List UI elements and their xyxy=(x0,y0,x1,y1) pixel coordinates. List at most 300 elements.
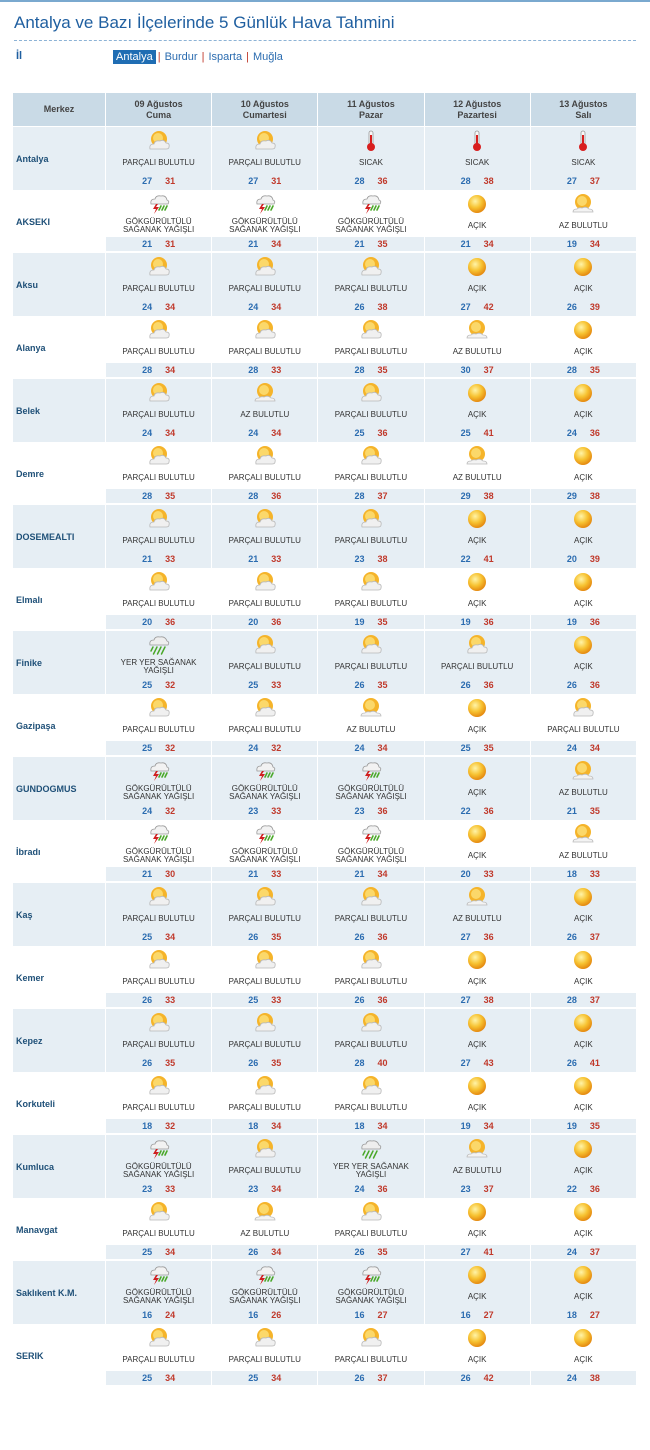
weather-description: PARÇALI BULUTLU xyxy=(334,536,408,545)
max-temperature: 35 xyxy=(377,239,388,249)
forecast-cell xyxy=(212,1135,318,1198)
max-temperature: 41 xyxy=(483,428,494,438)
temperature-range xyxy=(531,993,636,1007)
temperature-range xyxy=(531,489,636,503)
sun-icon xyxy=(465,1012,489,1034)
weather-description: AÇIK xyxy=(467,599,487,608)
temperature-range xyxy=(531,300,636,314)
weather-description: AÇIK xyxy=(574,1292,593,1301)
district-row xyxy=(13,757,637,820)
district-row xyxy=(13,1009,637,1072)
forecast-cell xyxy=(106,1198,212,1261)
district-name: DOSEMEALTI xyxy=(13,505,106,568)
forecast-cell xyxy=(530,1009,636,1072)
day-header-weekday: Pazar xyxy=(358,109,383,120)
min-temperature: 21 xyxy=(460,239,471,249)
min-temperature: 26 xyxy=(566,302,577,312)
weather-description: AÇIK xyxy=(574,473,593,482)
min-temperature: 20 xyxy=(566,554,577,564)
min-temperature: 25 xyxy=(142,743,153,753)
forecast-cell xyxy=(318,127,424,191)
weather-description: AÇIK xyxy=(574,914,593,923)
district-row xyxy=(13,505,637,568)
forecast-cell xyxy=(424,442,530,505)
max-temperature: 32 xyxy=(271,743,282,753)
weather-description: AÇIK xyxy=(574,1229,593,1238)
mostly-sunny-icon xyxy=(465,1138,489,1160)
weather-description: PARÇALI BULUTLU xyxy=(334,914,408,923)
partly-cloudy-icon xyxy=(359,1327,383,1349)
forecast-cell xyxy=(212,1072,318,1135)
weather-description: AZ BULUTLU xyxy=(346,725,396,734)
hot-thermometer-icon xyxy=(359,130,383,152)
weather-description: PARÇALI BULUTLU xyxy=(122,914,195,923)
max-temperature: 34 xyxy=(271,1121,282,1131)
weather-description: AZ BULUTLU xyxy=(558,851,608,860)
temperature-range xyxy=(318,237,423,251)
weather-description: YER YER SAĞANAK YAĞIŞLI xyxy=(333,1162,409,1179)
partly-cloudy-icon xyxy=(253,886,277,908)
weather-description: AÇIK xyxy=(574,599,593,608)
min-temperature: 26 xyxy=(248,932,259,942)
max-temperature: 35 xyxy=(165,491,176,501)
forecast-cell xyxy=(318,946,424,1009)
weather-description: GÖKGÜRÜLTÜLÜ SAĞANAK YAĞIŞLI xyxy=(122,217,195,234)
max-temperature: 33 xyxy=(271,680,282,690)
max-temperature: 34 xyxy=(377,1121,388,1131)
forecast-cell xyxy=(212,820,318,883)
temperature-range xyxy=(212,300,317,314)
partly-cloudy-icon xyxy=(147,1201,171,1223)
weather-description: PARÇALI BULUTLU xyxy=(228,914,301,923)
temperature-range xyxy=(425,741,530,755)
forecast-cell xyxy=(106,820,212,883)
temperature-range xyxy=(106,174,211,188)
forecast-cell xyxy=(530,1261,636,1324)
weather-description: PARÇALI BULUTLU xyxy=(228,725,301,734)
sun-icon xyxy=(465,256,489,278)
partly-cloudy-icon xyxy=(359,571,383,593)
forecast-cell xyxy=(318,505,424,568)
min-temperature: 24 xyxy=(142,806,153,816)
weather-description: AZ BULUTLU xyxy=(452,347,502,356)
weather-description: PARÇALI BULUTLU xyxy=(334,599,408,608)
forecast-cell xyxy=(424,946,530,1009)
min-temperature: 24 xyxy=(566,428,577,438)
sun-icon xyxy=(571,1075,595,1097)
partly-cloudy-icon xyxy=(147,382,171,404)
day-header-date: 10 Ağustos xyxy=(240,98,289,109)
temperature-range xyxy=(212,1245,317,1259)
city-link-isparta[interactable]: Isparta xyxy=(208,51,243,63)
forecast-cell xyxy=(424,568,530,631)
min-temperature: 24 xyxy=(566,743,577,753)
temperature-range xyxy=(425,867,530,881)
min-temperature: 28 xyxy=(354,1058,365,1068)
district-name: Saklıkent K.M. xyxy=(13,1261,106,1324)
max-temperature: 36 xyxy=(165,617,176,627)
temperature-range xyxy=(531,363,636,377)
city-separator: | xyxy=(201,51,205,63)
max-temperature: 36 xyxy=(377,806,388,816)
min-temperature: 24 xyxy=(248,743,259,753)
weather-description: AÇIK xyxy=(467,1040,487,1049)
sun-icon xyxy=(465,823,489,845)
weather-description: AÇIK xyxy=(574,1166,593,1175)
temperature-range xyxy=(106,237,211,251)
temperature-range xyxy=(318,489,423,503)
max-temperature: 37 xyxy=(483,365,494,375)
thunderstorm-icon xyxy=(253,823,277,845)
forecast-cell xyxy=(318,631,424,694)
temperature-range xyxy=(318,930,423,944)
forecast-cell xyxy=(530,568,636,631)
city-selector xyxy=(113,49,285,65)
min-temperature: 25 xyxy=(142,680,153,690)
forecast-body xyxy=(13,127,637,1388)
min-temperature: 22 xyxy=(566,1184,577,1194)
temperature-range xyxy=(425,993,530,1007)
sun-icon xyxy=(465,1264,489,1286)
day-header-weekday: Pazartesi xyxy=(457,109,497,120)
day-header-date: 09 Ağustos xyxy=(134,98,183,109)
weather-description: AÇIK xyxy=(467,725,487,734)
max-temperature: 42 xyxy=(483,1373,494,1383)
sun-icon xyxy=(465,1075,489,1097)
forecast-cell xyxy=(212,1198,318,1261)
max-temperature: 36 xyxy=(377,995,388,1005)
temperature-range xyxy=(212,1308,317,1322)
max-temperature: 41 xyxy=(589,1058,600,1068)
weather-description: PARÇALI BULUTLU xyxy=(334,1229,408,1238)
weather-description: PARÇALI BULUTLU xyxy=(334,410,408,419)
sun-icon xyxy=(465,571,489,593)
forecast-cell xyxy=(424,127,530,191)
district-name: Kepez xyxy=(13,1009,106,1072)
forecast-cell xyxy=(318,694,424,757)
min-temperature: 16 xyxy=(142,1310,153,1320)
partly-cloudy-icon xyxy=(147,949,171,971)
forecast-cell xyxy=(530,1072,636,1135)
min-temperature: 18 xyxy=(566,1310,577,1320)
partly-cloudy-icon xyxy=(359,508,383,530)
max-temperature: 38 xyxy=(483,995,494,1005)
district-name: Kumluca xyxy=(13,1135,106,1198)
max-temperature: 35 xyxy=(271,932,282,942)
max-temperature: 37 xyxy=(589,995,600,1005)
sun-icon xyxy=(571,634,595,656)
partly-cloudy-icon xyxy=(465,634,489,656)
weather-description: AZ BULUTLU xyxy=(452,1166,502,1175)
city-link-burdur[interactable]: Burdur xyxy=(164,51,198,63)
weather-description: AZ BULUTLU xyxy=(240,1229,290,1238)
temperature-range xyxy=(212,1119,317,1133)
district-row xyxy=(13,1072,637,1135)
min-temperature: 26 xyxy=(248,1058,259,1068)
max-temperature: 35 xyxy=(589,365,600,375)
min-temperature: 19 xyxy=(460,617,471,627)
temperature-range xyxy=(318,804,423,818)
temperature-range xyxy=(531,1371,636,1385)
temperature-range xyxy=(318,1371,423,1385)
forecast-cell xyxy=(106,379,212,442)
min-temperature: 19 xyxy=(566,239,577,249)
weather-description: AZ BULUTLU xyxy=(452,914,502,923)
min-temperature: 26 xyxy=(142,1058,153,1068)
max-temperature: 34 xyxy=(165,365,176,375)
weather-description: SICAK xyxy=(465,158,490,167)
partly-cloudy-icon xyxy=(253,130,277,152)
max-temperature: 39 xyxy=(589,554,600,564)
weather-description: AÇIK xyxy=(467,977,487,986)
max-temperature: 36 xyxy=(589,428,600,438)
max-temperature: 33 xyxy=(589,869,600,879)
weather-description: PARÇALI BULUTLU xyxy=(122,1040,195,1049)
partly-cloudy-icon xyxy=(253,319,277,341)
min-temperature: 28 xyxy=(354,176,365,186)
temperature-range xyxy=(106,1371,211,1385)
temperature-range xyxy=(531,1245,636,1259)
min-temperature: 21 xyxy=(248,869,259,879)
partly-cloudy-icon xyxy=(147,256,171,278)
forecast-cell xyxy=(424,1261,530,1324)
forecast-cell xyxy=(530,442,636,505)
temperature-range xyxy=(318,174,423,188)
day-header-weekday: Cuma xyxy=(146,109,172,120)
max-temperature: 33 xyxy=(165,554,176,564)
max-temperature: 34 xyxy=(165,428,176,438)
min-temperature: 23 xyxy=(354,806,365,816)
district-name: Gazipaşa xyxy=(13,694,106,757)
forecast-cell xyxy=(106,1072,212,1135)
max-temperature: 34 xyxy=(165,1373,176,1383)
weather-description: PARÇALI BULUTLU xyxy=(122,977,195,986)
weather-description: PARÇALI BULUTLU xyxy=(122,158,195,167)
min-temperature: 26 xyxy=(354,932,365,942)
temperature-range xyxy=(425,1371,530,1385)
weather-description: AZ BULUTLU xyxy=(558,221,608,230)
sun-icon xyxy=(571,382,595,404)
max-temperature: 36 xyxy=(377,1184,388,1194)
min-temperature: 22 xyxy=(460,806,471,816)
temperature-range xyxy=(425,426,530,440)
temperature-range xyxy=(318,363,423,377)
forecast-cell xyxy=(424,1009,530,1072)
max-temperature: 38 xyxy=(589,491,600,501)
temperature-range xyxy=(106,552,211,566)
temperature-range xyxy=(531,615,636,629)
district-name: Kemer xyxy=(13,946,106,1009)
forecast-cell xyxy=(106,190,212,253)
max-temperature: 35 xyxy=(589,806,600,816)
temperature-range xyxy=(425,804,530,818)
min-temperature: 21 xyxy=(566,806,577,816)
temperature-range xyxy=(318,867,423,881)
temperature-range xyxy=(425,930,530,944)
forecast-cell xyxy=(318,820,424,883)
district-row xyxy=(13,883,637,946)
forecast-cell xyxy=(424,1135,530,1198)
max-temperature: 34 xyxy=(377,869,388,879)
day-header xyxy=(424,93,530,127)
max-temperature: 32 xyxy=(165,1121,176,1131)
max-temperature: 35 xyxy=(165,1058,176,1068)
min-temperature: 24 xyxy=(248,428,259,438)
thunderstorm-icon xyxy=(147,193,171,215)
max-temperature: 34 xyxy=(483,1121,494,1131)
temperature-range xyxy=(106,489,211,503)
max-temperature: 35 xyxy=(377,680,388,690)
weather-description: AZ BULUTLU xyxy=(558,788,608,797)
temperature-range xyxy=(318,300,423,314)
forecast-cell xyxy=(106,694,212,757)
district-row xyxy=(13,442,637,505)
weather-description: PARÇALI BULUTLU xyxy=(228,158,301,167)
weather-description: AZ BULUTLU xyxy=(452,473,502,482)
weather-description: YER YER SAĞANAK YAĞIŞLI xyxy=(120,658,197,675)
max-temperature: 41 xyxy=(483,1247,494,1257)
weather-description: PARÇALI BULUTLU xyxy=(334,347,408,356)
min-temperature: 26 xyxy=(460,680,471,690)
forecast-cell xyxy=(530,1135,636,1198)
min-temperature: 27 xyxy=(460,995,471,1005)
scattered-showers-icon xyxy=(359,1138,383,1160)
forecast-cell xyxy=(530,505,636,568)
mostly-sunny-icon xyxy=(359,697,383,719)
max-temperature: 35 xyxy=(377,617,388,627)
temperature-range xyxy=(425,1245,530,1259)
max-temperature: 36 xyxy=(483,932,494,942)
forecast-cell xyxy=(318,883,424,946)
partly-cloudy-icon xyxy=(147,445,171,467)
district-name: GUNDOGMUS xyxy=(13,757,106,820)
max-temperature: 43 xyxy=(483,1058,494,1068)
partly-cloudy-icon xyxy=(253,508,277,530)
max-temperature: 33 xyxy=(271,365,282,375)
max-temperature: 33 xyxy=(271,869,282,879)
forecast-cell xyxy=(530,631,636,694)
forecast-cell xyxy=(212,694,318,757)
max-temperature: 37 xyxy=(377,491,388,501)
top-border xyxy=(0,0,650,2)
district-row xyxy=(13,820,637,883)
temperature-range xyxy=(318,678,423,692)
min-temperature: 27 xyxy=(460,302,471,312)
min-temperature: 20 xyxy=(142,617,153,627)
forecast-cell xyxy=(424,631,530,694)
district-name: Alanya xyxy=(13,316,106,379)
weather-description: AZ BULUTLU xyxy=(240,410,290,419)
max-temperature: 34 xyxy=(377,743,388,753)
forecast-cell xyxy=(530,883,636,946)
weather-description: AÇIK xyxy=(467,851,487,860)
partly-cloudy-icon xyxy=(147,130,171,152)
min-temperature: 27 xyxy=(460,1058,471,1068)
min-temperature: 26 xyxy=(354,995,365,1005)
thunderstorm-icon xyxy=(359,823,383,845)
hot-thermometer-icon xyxy=(571,130,595,152)
partly-cloudy-icon xyxy=(147,319,171,341)
weather-description: PARÇALI BULUTLU xyxy=(228,473,301,482)
sun-icon xyxy=(571,508,595,530)
partly-cloudy-icon xyxy=(253,1012,277,1034)
temperature-range xyxy=(106,678,211,692)
forecast-cell xyxy=(212,1324,318,1387)
weather-description: PARÇALI BULUTLU xyxy=(228,599,301,608)
min-temperature: 18 xyxy=(566,869,577,879)
min-temperature: 26 xyxy=(248,1247,259,1257)
max-temperature: 34 xyxy=(271,1373,282,1383)
forecast-cell xyxy=(424,1198,530,1261)
weather-description: PARÇALI BULUTLU xyxy=(334,977,408,986)
max-temperature: 37 xyxy=(483,1184,494,1194)
temperature-range xyxy=(318,1056,423,1070)
forecast-cell xyxy=(318,1009,424,1072)
sun-icon xyxy=(465,1201,489,1223)
weather-description: PARÇALI BULUTLU xyxy=(122,473,195,482)
forecast-cell xyxy=(530,1198,636,1261)
min-temperature: 18 xyxy=(142,1121,153,1131)
min-temperature: 24 xyxy=(354,743,365,753)
max-temperature: 36 xyxy=(377,932,388,942)
weather-description: PARÇALI BULUTLU xyxy=(228,284,301,293)
forecast-cell xyxy=(318,757,424,820)
city-link-mugla[interactable]: Muğla xyxy=(252,51,283,63)
weather-description: PARÇALI BULUTLU xyxy=(228,1103,301,1112)
max-temperature: 36 xyxy=(271,491,282,501)
min-temperature: 21 xyxy=(248,239,259,249)
max-temperature: 35 xyxy=(377,1247,388,1257)
max-temperature: 34 xyxy=(271,1184,282,1194)
partly-cloudy-icon xyxy=(359,256,383,278)
temperature-range xyxy=(425,489,530,503)
weather-description: PARÇALI BULUTLU xyxy=(228,977,301,986)
weather-description: AÇIK xyxy=(574,977,593,986)
forecast-cell xyxy=(212,379,318,442)
weather-description: PARÇALI BULUTLU xyxy=(228,662,301,671)
district-row xyxy=(13,253,637,316)
mostly-sunny-icon xyxy=(253,382,277,404)
forecast-cell xyxy=(106,1261,212,1324)
temperature-range xyxy=(531,1182,636,1196)
weather-description: GÖKGÜRÜLTÜLÜ SAĞANAK YAĞIŞLI xyxy=(122,847,195,864)
max-temperature: 34 xyxy=(589,743,600,753)
forecast-cell xyxy=(106,631,212,694)
sun-icon xyxy=(571,1012,595,1034)
forecast-cell xyxy=(424,1324,530,1387)
forecast-cell xyxy=(212,568,318,631)
temperature-range xyxy=(425,363,530,377)
weather-description: GÖKGÜRÜLTÜLÜ SAĞANAK YAĞIŞLI xyxy=(229,847,301,864)
city-link-antalya[interactable]: Antalya xyxy=(113,50,156,64)
min-temperature: 23 xyxy=(248,1184,259,1194)
max-temperature: 38 xyxy=(589,1373,600,1383)
district-name: Antalya xyxy=(13,127,106,191)
max-temperature: 34 xyxy=(483,239,494,249)
district-row xyxy=(13,379,637,442)
forecast-cell xyxy=(212,631,318,694)
min-temperature: 24 xyxy=(142,428,153,438)
district-row xyxy=(13,316,637,379)
weather-description: AÇIK xyxy=(574,1040,593,1049)
scattered-showers-icon xyxy=(147,634,171,656)
max-temperature: 38 xyxy=(483,176,494,186)
min-temperature: 25 xyxy=(142,1247,153,1257)
forecast-cell xyxy=(106,127,212,191)
forecast-cell xyxy=(318,568,424,631)
max-temperature: 40 xyxy=(377,1058,388,1068)
temperature-range xyxy=(531,804,636,818)
